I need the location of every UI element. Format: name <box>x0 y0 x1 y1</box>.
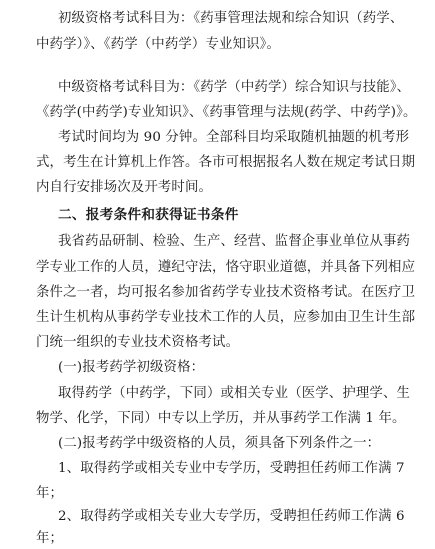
text-line: 年； <box>36 486 64 501</box>
text-line: 中级资格考试科目为：《药学（中药学）综合知识与技能》、 <box>58 80 411 95</box>
text-line: 门统一组织的专业技术资格考试。 <box>36 335 240 350</box>
text-line: 物学、化学，下同）中专以上学历，并从事药学工作满 1 年。 <box>36 411 406 426</box>
text-line: 取得药学（中药学，下同）或相关专业（医学、护理学、生 <box>58 386 411 401</box>
text-line: 初级资格考试科目为：《药事管理法规和综合知识（药学、 <box>58 11 404 26</box>
subsection-heading: (一)报考药学初级资格： <box>58 360 205 375</box>
list-item: 1、取得药学或相关专业中专学历，受聘担任药师工作满 7 <box>58 461 405 476</box>
text-line: 式，考生在计算机上作答。各市可根据报名人数在规定考试日期 <box>36 155 416 170</box>
text-line: 《药学(中药学)专业知识》、《药事管理与法规(药学、中药学)》。 <box>36 105 417 120</box>
text-line: 年； <box>36 531 64 546</box>
list-item: 2、取得药学或相关专业大专学历，受聘担任药师工作满 6 <box>58 509 405 524</box>
text-line: 学专业工作的人员，遵纪守法，恪守职业道德，并具备下列相应 <box>36 260 416 275</box>
text-line: 条件之一者，均可报名参加省药学专业技术资格考试。在医疗卫 <box>36 285 416 300</box>
text-line: 生计生机构从事药学专业技术工作的人员，应参加由卫生计生部 <box>36 310 416 325</box>
text-line: 内自行安排场次及开考时间。 <box>36 180 213 195</box>
subsection-heading: (二)报考药学中级资格的人员，须具备下列条件之一： <box>58 436 381 451</box>
section-heading: 二、报考条件和获得证书条件 <box>58 207 239 223</box>
text-line: 考试时间均为 90 分钟。全部科目均采取随机抽题的机考形 <box>58 130 410 145</box>
text-line: 我省药品研制、检验、生产、经营、监督企事业单位从事药 <box>58 234 411 249</box>
text-line: 中药学）》、《药学（中药学）专业知识》。 <box>36 37 281 52</box>
